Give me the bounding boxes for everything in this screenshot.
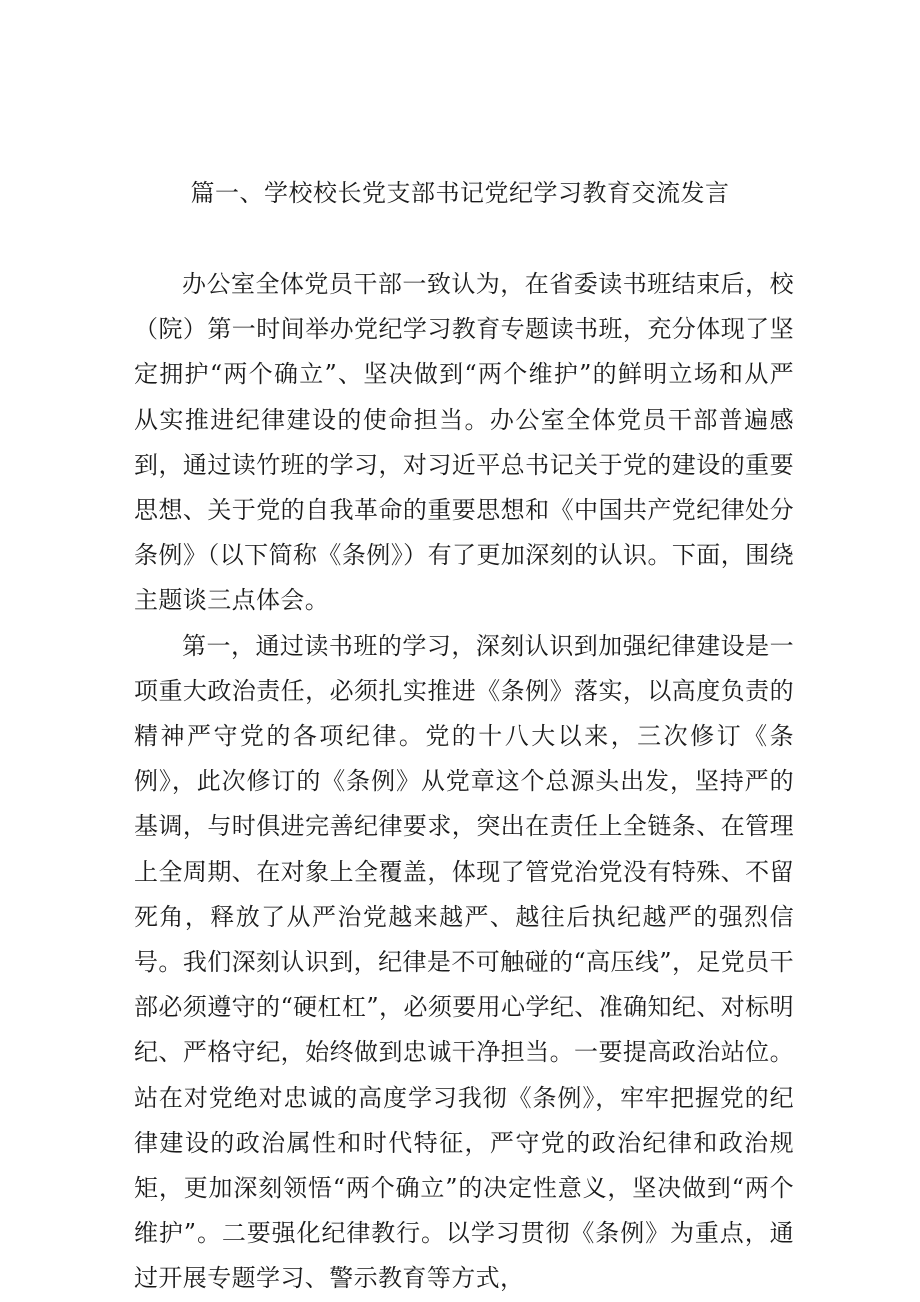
- document-title: 篇一、学校校长党支部书记党纪学习教育交流发言: [190, 179, 730, 207]
- document-body: [134, 262, 794, 1302]
- paragraph-first-point: 第一，通过读书班的学习，深刻认识到加强纪律建设是一项重大政治责任，必须扎实推进《条例》落实，以高度负责的精神严守党的各项纪律。党的十八大以来，三次修订《条例》，此次修订的《条例》从党章这个总源头出发，坚持严的基调，与时俱进完善纪律要求，突出在责任上全链条、在管理上全周期、在对象上全覆盖，体现了管党治党没有特殊、不留死角，释放了从严治党越来越严、越往后执纪越严的强烈信号。我们深刻认识到，纪律是不可触碰的“高压线”，足党员干部必须遵守的“硬杠杠”，必须要用心学纪、准确知纪、对标明纪、严格守纪，始终做到忠诚干净担当。一要提高政治站位。站在对党绝对忠诚的高度学习我彻《条例》，牢牢把握党的纪律建设的政治属性和时代特征，严守党的政治纪律和政治规矩，更加深刻领悟“两个确立”的决定性意义，坚决做到“两个维护”。二要强化纪律教行。以学习贯彻《条例》为重点，通过开展专题学习、警示教育等方式，: [134, 631, 794, 1293]
- paragraph-intro: 办公室全体党员干部一致认为，在省委读书班结束后，校（院）第一时间举办党纪学习教育专题读书班，充分体现了坚定拥护“两个确立”、坚决做到“两个维护”的鲜明立场和从严从实推进纪律建设的使命担当。办公室全体党员干部普遍感到，通过读竹班的学习，对习近平总书记关于党的建设的重要思想、关于党的自我革命的重要思想和《中国共产党纪律处分条例》（以下简称《条例》）有了更加深刻的认识。下面，围绕主题谈三点体会。: [134, 270, 794, 615]
